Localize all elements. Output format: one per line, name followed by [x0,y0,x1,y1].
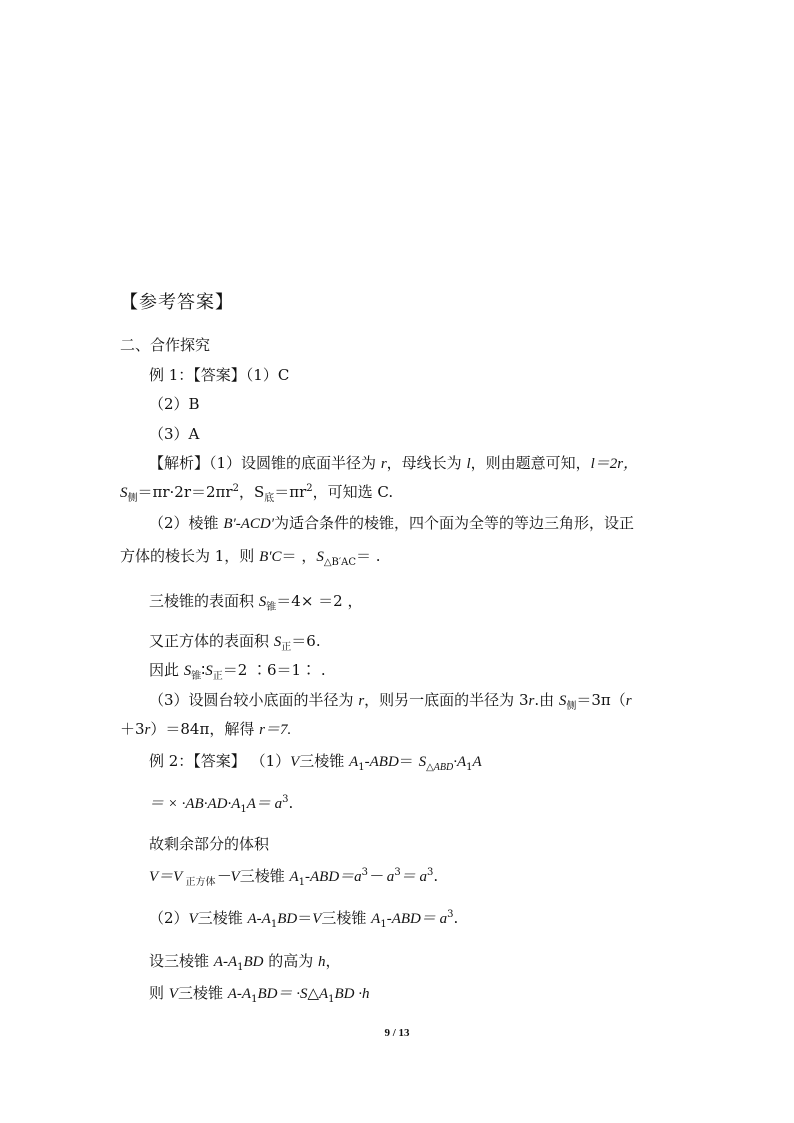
example2-line-3: 故剩余部分的体积 [149,835,270,853]
example1-answer-2: （2）B [149,395,200,413]
example2-line-2: ＝ × $\cdot AB\cdot AD\cdot A_1A= a^3$. [149,794,294,815]
analysis-part2-line1: （2）棱锥 B′-ACD′为适合条件的棱锥，四个面为全等的等边三角形，设正 [149,514,635,532]
answer-heading: 【参考答案】 [120,292,234,313]
analysis-line-1: 【解析】（1）设圆锥的底面半径为 r，母线长为 l，则由题意可知，l＝2r， [149,454,639,472]
frustum-line-1: （3）设圆台较小底面的半径为 r，则另一底面的半径为 3r.由 $S_侧=3\pi(r$ [149,691,632,712]
example2-line-5: （2）V三棱锥 $A-A_1BD=V$三棱锥 $A_1-ABD= a^3$. [149,909,459,930]
example1-answer: 例 1：【答案】（1）C [149,366,290,384]
cube-surface-line: 又正方体的表面积 $S_正=6$. [149,632,321,653]
example2-line-6: 设三棱锥 $A-A_1BD$ 的高为 h， [149,952,341,973]
example1-answer-3: （3）A [149,425,200,443]
example2-line-1: 例 2：【答案】 （1）V三棱锥 $A_1-ABD= S_{\triangle ABD}\cdot A_1A$ [149,752,482,773]
page-number: 9 / 13 [384,1027,410,1039]
section-title: 二、合作探究 [120,336,211,354]
example2-line-7: 则 V三棱锥 $A-A_1BD=$ $\cdot S\triangle A_1BD \cdot h$ [149,984,370,1005]
analysis-line-2: $S_侧=\pi r\cdot 2r=2\pi r^2$，$S_底=\pi r^2$，可知选 C. [120,483,394,504]
ratio-line: 因此 $S_锥∶S_正=2$ ∶6＝1∶ . [149,661,326,682]
analysis-part2-line2: 方体的棱长为 1，则 B′C＝ ，$S_{\triangle B'AC}=$ . [120,547,381,568]
example2-line-4: V＝V $_{正方体}$－V三棱锥 $A_1-ABD=a^3- a^3= a^3$. [149,867,439,888]
surface-area-line: 三棱锥的表面积 $S_锥=4\times =2$ ， [149,592,363,613]
frustum-line-2: ＋3r）＝84π，解得 r＝7. [120,720,292,738]
